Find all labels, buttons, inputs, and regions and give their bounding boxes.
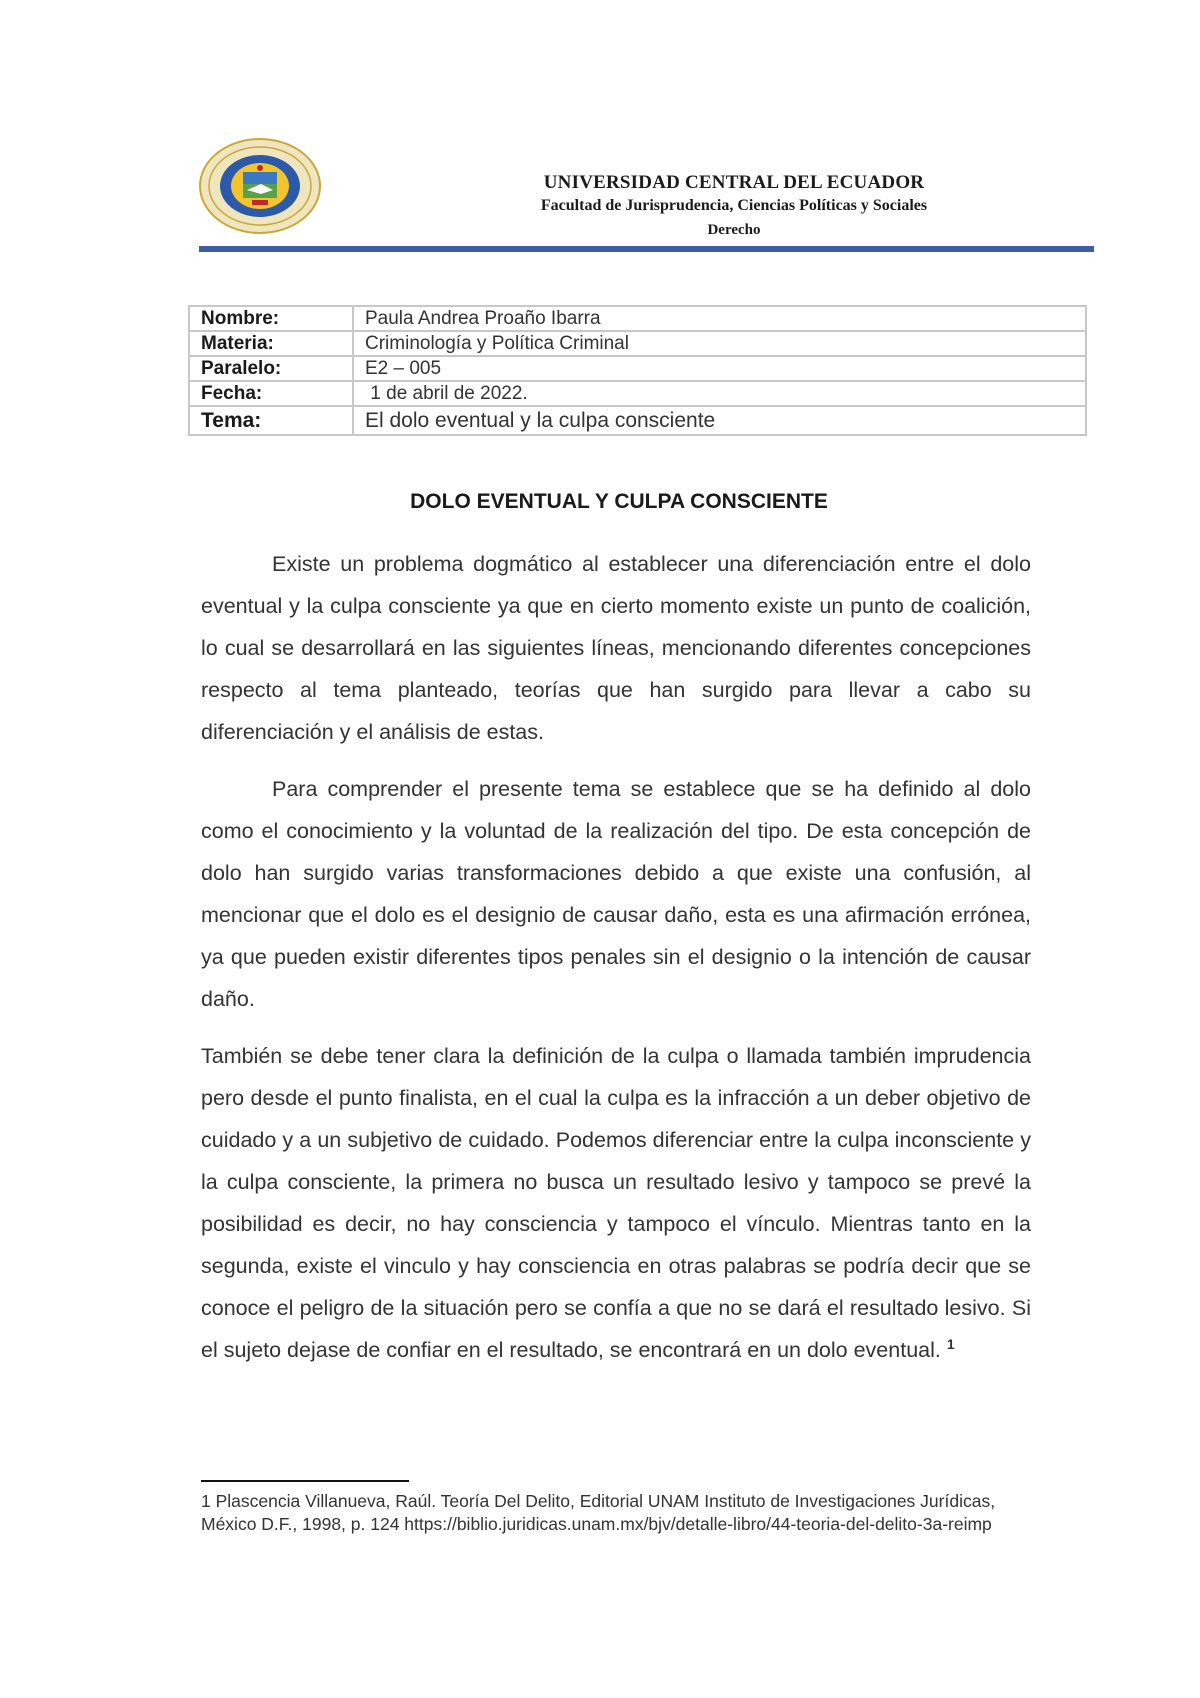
info-value: E2 – 005 xyxy=(353,356,1086,381)
body-paragraph-with-note xyxy=(201,1035,1031,1371)
document-title: DOLO EVENTUAL Y CULPA CONSCIENTE xyxy=(410,490,828,513)
info-label: Paralelo: xyxy=(189,356,353,381)
student-info-table xyxy=(188,305,1087,436)
info-row-subject xyxy=(189,331,1086,356)
university-seal-icon xyxy=(199,138,321,234)
info-value: Criminología y Política Criminal xyxy=(353,331,1086,356)
info-label: Nombre: xyxy=(189,306,353,331)
faculty-name: Facultad de Jurisprudencia, Ciencias Políticas y Sociales xyxy=(540,197,928,214)
info-row-date xyxy=(189,381,1086,406)
info-value: Paula Andrea Proaño Ibarra xyxy=(353,306,1086,331)
footnote-reference[interactable]: 1 xyxy=(946,1336,955,1352)
body-paragraph: Existe un problema dogmático al establecer una diferenciación entre el dolo eventual y la culpa consciente ya que en cierto momento existe un punto de coalición, lo cual se desarrollará en las siguientes líneas, mencionando diferentes concepciones respecto al tema planteado, teorías que han surgido para llevar a cabo su diferenciación y el análisis de estas. xyxy=(201,552,1031,744)
career-name: Derecho xyxy=(707,222,761,238)
info-row-name xyxy=(189,306,1086,331)
info-value: El dolo eventual y la culpa consciente xyxy=(353,406,1086,435)
info-label: Materia: xyxy=(189,331,353,356)
info-label: Tema: xyxy=(189,406,353,435)
university-heading xyxy=(449,172,1019,239)
document-header xyxy=(199,138,1094,258)
document-body xyxy=(201,543,1031,1386)
info-row-topic xyxy=(189,406,1086,435)
university-name: UNIVERSIDAD CENTRAL DEL ECUADOR xyxy=(543,172,925,193)
info-value: 1 de abril de 2022. xyxy=(353,381,1086,406)
info-row-parallel xyxy=(189,356,1086,381)
body-paragraph: También se debe tener clara la definición de la culpa o llamada también imprudencia pero desde el punto finalista, en el cual la culpa es la infracción a un deber objetivo de cuidado y a un subjetivo de cuidado. Podemos diferenciar entre la culpa inconsciente y la culpa consciente, la primera no busca un resultado lesivo y tampoco se prevé la posibilidad es decir, no hay consciencia y tampoco el vínculo. Mientras tanto en la segunda, existe el vinculo y hay consciencia en otras palabras se podría decir que se conoce el peligro de la situación pero se confía a que no se dará el resultado lesivo. Si el sujeto dejase de confiar en el resultado, se encontrará en un dolo eventual. xyxy=(201,1044,1031,1362)
footnote-text: 1 Plascencia Villanueva, Raúl. Teoría Del Delito, Editorial UNAM Instituto de Investigaciones Jurídicas, México D.F., 1998, p. 124 https://biblio.juridicas.unam.mx/bjv/detalle-libro/44-teoria-del-delito-3a-reimp xyxy=(201,1491,996,1534)
footnote-divider xyxy=(201,1480,409,1482)
body-paragraph: Para comprender el presente tema se establece que se ha definido al dolo como el conocimiento y la voluntad de la realización del tipo. De esta concepción de dolo han surgido varias transformaciones debido a que existe una confusión, al mencionar que el dolo es el designio de causar daño, esta es una afirmación errónea, ya que pueden existir diferentes tipos penales sin el designio o la intención de causar daño. xyxy=(201,777,1031,1011)
info-label: Fecha: xyxy=(189,381,353,406)
header-divider xyxy=(199,246,1094,252)
